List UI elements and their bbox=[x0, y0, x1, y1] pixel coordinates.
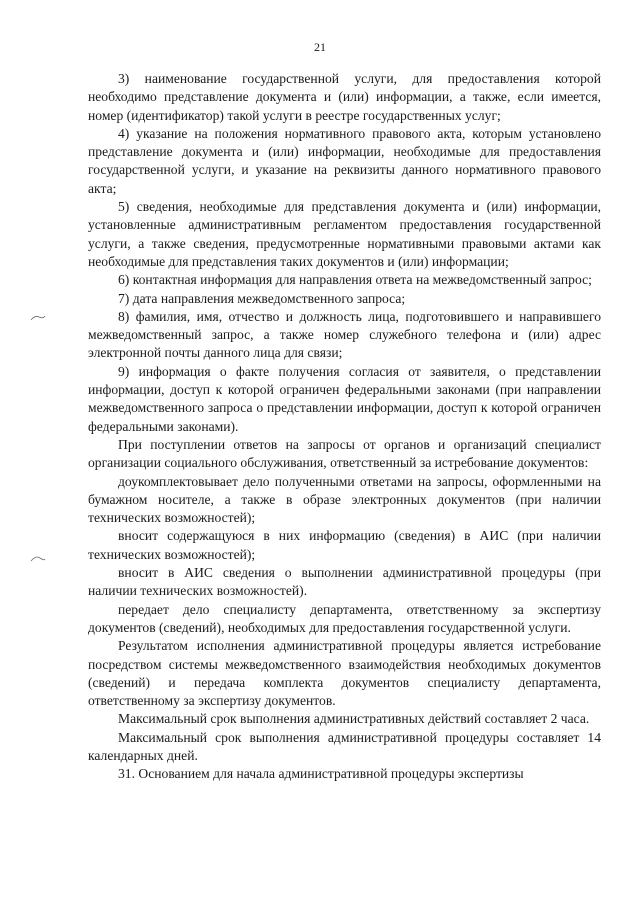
paragraph-complete-case: доукомплектовывает дело полученными ответами на запросы, оформленными на бумажном носителе, а также в образе электронных документов (при наличии технических возможностей); bbox=[88, 473, 601, 526]
page-number: 21 bbox=[314, 40, 326, 54]
paragraph-item-3: 3) наименование государственной услуги, для предоставления которой необходимо представление документа и (или) информации, а также, если имеется, номер (идентификатор) такой услуги в реестре государственных услуг; bbox=[88, 71, 601, 123]
paragraph-enter-status: вносит в АИС сведения о выполнении административной процедуры (при наличии технических возможностей). bbox=[88, 565, 601, 599]
paragraph-transfer-case: передает дело специалисту департамента, ответственному за экспертизу документов (сведений), необходимых для предоставления государственной услуги. bbox=[88, 601, 601, 635]
margin-pencil-mark bbox=[30, 314, 46, 322]
paragraph-item-9: 9) информация о факте получения согласия от заявителя, о представлении информации, доступ к которой ограничен федеральными законами (при направлении межведомственного запроса о представлении информации, доступ к которой ограничен федеральными законами). bbox=[88, 363, 601, 434]
paragraph-item-4: 4) указание на положения нормативного правового акта, которым установлено представление документа и (или) информации, необходимые для предоставления государственной услуги, и указание на реквизиты данного нормативного правового акта; bbox=[88, 125, 601, 196]
paragraph-enter-info: вносит содержащуюся в них информацию (сведения) в АИС (при наличии технических возможностей); bbox=[88, 528, 601, 562]
paragraph-max-time-actions: Максимальный срок выполнения административных действий составляет 2 часа. bbox=[118, 711, 590, 727]
paragraph-section-31: 31. Основанием для начала административной процедуры экспертизы bbox=[118, 766, 524, 782]
paragraph-item-8: 8) фамилия, имя, отчество и должность лица, подготовившего и направившего межведомственный запрос, а также номер служебного телефона и (или) адрес электронной почты данного лица для связи; bbox=[88, 308, 601, 361]
paragraph-item-5: 5) сведения, необходимые для представления документа и (или) информации, установленные административным регламентом предоставления государственной услуги, а также сведения, предусмотренные нормативными правовыми актами как необходимые для представления таких документов и (или) информации; bbox=[88, 199, 601, 269]
paragraph-max-time-procedure: Максимальный срок выполнения административной процедуры составляет 14 календарных дней. bbox=[88, 729, 601, 763]
paragraph-item-6: 6) контактная информация для направления ответа на межведомственный запрос; bbox=[118, 272, 592, 288]
paragraph-item-7: 7) дата направления межведомственного запроса; bbox=[118, 290, 406, 306]
paragraph-result: Результатом исполнения административной процедуры является истребование посредством системы межведомственного взаимодействия необходимых документов (сведений) и передача комплекта документов специалисту департамента, ответственному за экспертизу документов. bbox=[88, 638, 601, 709]
document-body bbox=[88, 70, 601, 784]
margin-pencil-mark bbox=[30, 555, 46, 563]
paragraph-responses-intro: При поступлении ответов на запросы от органов и организаций специалист организации социального обслуживания, ответственный за истребование документов: bbox=[88, 436, 601, 471]
